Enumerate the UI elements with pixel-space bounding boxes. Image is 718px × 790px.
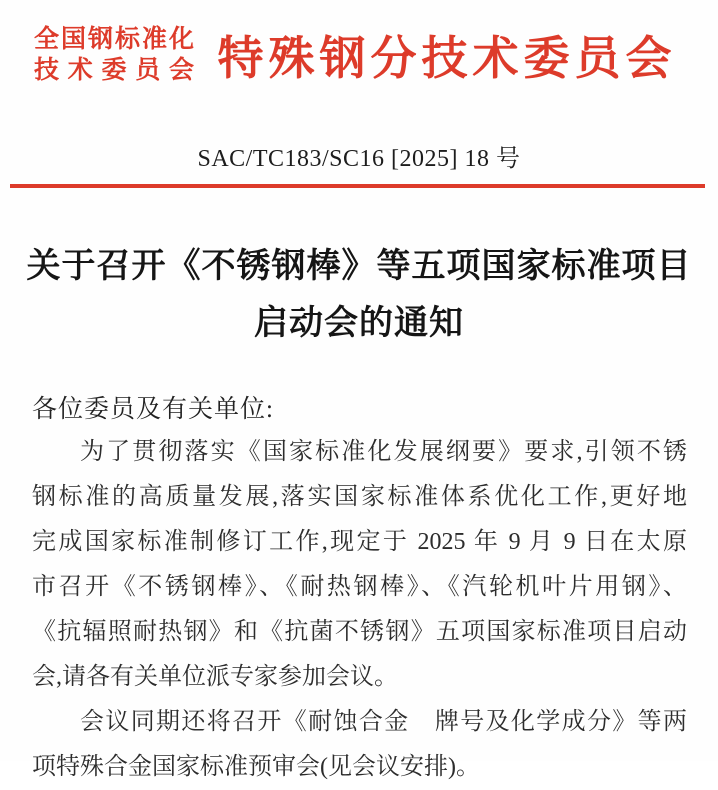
text-line: 为了贯彻落实《国家标准化发展纲要》要求,引领不锈 bbox=[80, 439, 687, 465]
body-paragraph-1 bbox=[32, 430, 687, 700]
org-name-line-1: 全国钢标准化 bbox=[34, 26, 194, 53]
body-paragraph-2 bbox=[32, 700, 687, 790]
red-divider-line bbox=[10, 184, 705, 188]
text-line: 《抗辐照耐热钢》和《抗菌不锈钢》五项国家标准项目启动 bbox=[32, 619, 687, 645]
salutation: 各位委员及有关单位: bbox=[32, 396, 274, 423]
title-line-2: 启动会的通知 bbox=[254, 305, 464, 342]
text-line: 项特殊合金国家标准预审会(见会议安排)。 bbox=[32, 754, 480, 780]
text-line: 完成国家标准制修订工作,现定于 2025 年 9 月 9 日在太原 bbox=[32, 529, 687, 555]
document-title bbox=[0, 238, 718, 352]
document-number: SAC/TC183/SC16 [2025] 18 号 bbox=[197, 146, 521, 172]
title-line-1: 关于召开《不锈钢棒》等五项国家标准项目 bbox=[26, 248, 692, 285]
letterhead bbox=[0, 0, 718, 88]
text-line: 会议同期还将召开《耐蚀合金 牌号及化学成分》等两 bbox=[80, 709, 687, 735]
committee-name: 特殊钢分技术委员会 bbox=[217, 33, 677, 84]
text-line: 钢标准的高质量发展,落实国家标准体系优化工作,更好地 bbox=[32, 484, 687, 510]
org-name-line-2: 技术委员会 bbox=[34, 57, 194, 84]
text-line: 会,请各有关单位派专家参加会议。 bbox=[32, 664, 398, 690]
text-line: 市召开《不锈钢棒》、《耐热钢棒》、《汽轮机叶片用钢》、 bbox=[32, 574, 687, 600]
org-name-block bbox=[34, 24, 194, 86]
